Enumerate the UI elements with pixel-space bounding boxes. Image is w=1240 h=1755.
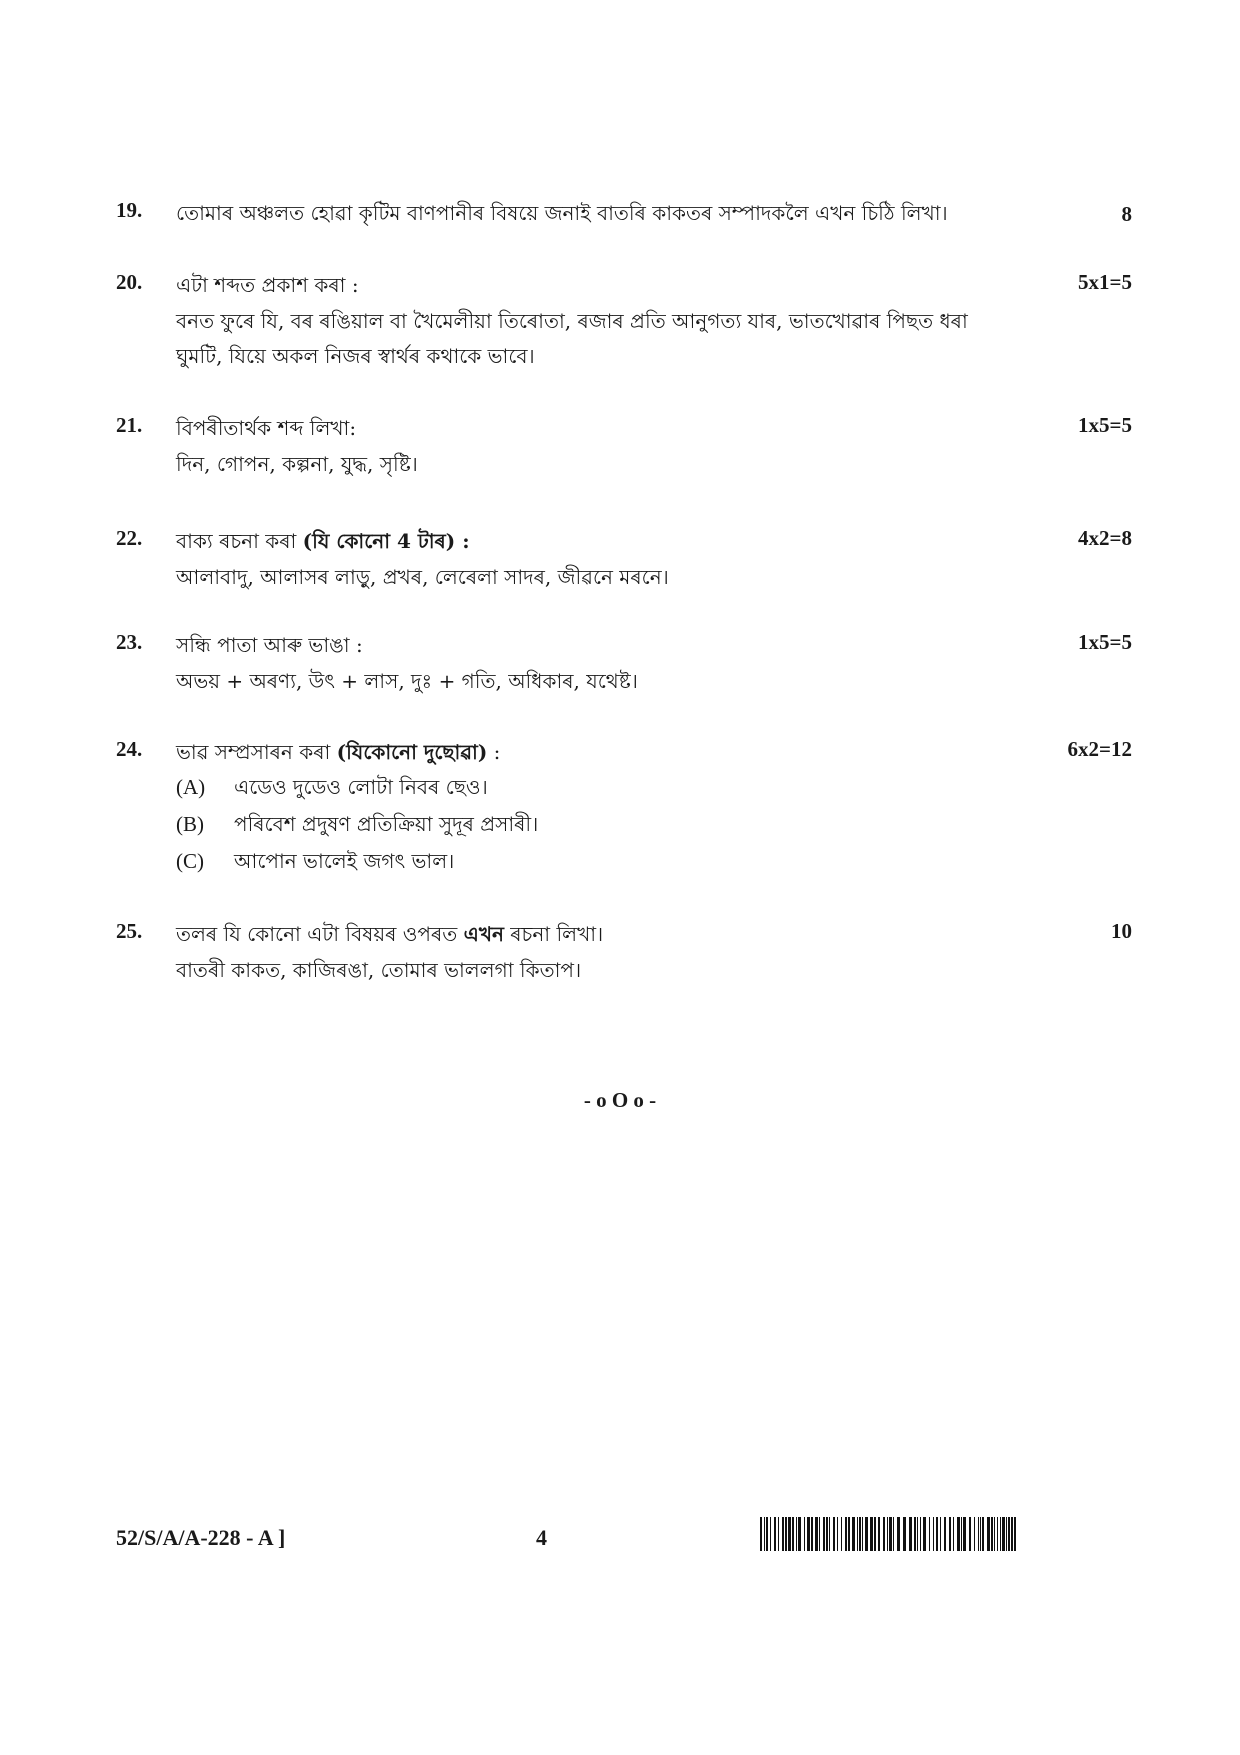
question-19 xyxy=(116,198,1132,228)
question-stem: বাক্য ৰচনা কৰা xyxy=(176,529,297,553)
question-number: 22. xyxy=(116,526,143,550)
option-label: (B) xyxy=(176,812,204,836)
question-marks: 1x5=5 xyxy=(1078,413,1132,437)
option-text: এডেও দুডেও লোটা নিবৰ ছেও। xyxy=(234,775,488,799)
option-text: আপোন ভালেই জগৎ ভাল। xyxy=(234,849,455,873)
question-23 xyxy=(116,630,1132,699)
question-body-line: আলাবাদু, আলাসৰ লাড়ু, প্ৰখৰ, লেৰেলা সাদৰ, জীৱনে মৰনে। xyxy=(176,565,669,589)
question-marks: 6x2=12 xyxy=(1067,737,1132,761)
question-stem-bold: (যি কোনো 4 টাৰ) : xyxy=(302,529,470,553)
end-of-paper-mark: - o O o - xyxy=(583,1088,657,1112)
question-21 xyxy=(116,413,1132,482)
question-stem: তোমাৰ অঞ্চলত হোৱা কৃটিম বাণপানীৰ বিষয়ে জনাই বাতৰি কাকতৰ সম্পাদকলৈ এখন চিঠি লিখা। xyxy=(176,201,948,225)
question-20 xyxy=(116,270,1132,374)
question-body-line: দিন, গোপন, কল্পনা, যুদ্ধ, সৃষ্টি। xyxy=(176,452,418,476)
question-number: 24. xyxy=(116,737,143,761)
barcode xyxy=(760,1517,1020,1551)
question-number: 25. xyxy=(116,919,143,943)
option-text: পৰিবেশ প্ৰদুষণ প্ৰতিক্ৰিয়া সুদূৰ প্ৰসাৰী। xyxy=(234,812,539,836)
question-stem: সন্ধি পাতা আৰু ভাঙা : xyxy=(176,633,363,657)
paper-code: 52/S/A/A-228 - A ] xyxy=(116,1525,286,1550)
question-body-line: বনত ফুৰে যি, বৰ ৰঙিয়াল বা খৈমেলীয়া তিৰোতা, ৰজাৰ প্ৰতি আনুগত্য যাৰ, ভাতখোৱাৰ পিছত ধৰা xyxy=(176,309,968,333)
question-stem-bold: (যিকোনো দুছোৱা) xyxy=(336,740,488,764)
option-label: (A) xyxy=(176,775,206,799)
question-number: 20. xyxy=(116,270,143,294)
option-c xyxy=(176,843,1132,880)
option-label: (C) xyxy=(176,849,204,873)
question-25 xyxy=(116,919,1132,988)
question-stem-after: : xyxy=(493,740,501,764)
question-marks: 10 xyxy=(1111,919,1132,943)
page-number: 4 xyxy=(536,1525,547,1550)
question-body-line: বাতৰী কাকত, কাজিৰঙা, তোমাৰ ভাললগা কিতাপ। xyxy=(176,958,582,982)
question-body-line: ঘুমটি, যিয়ে অকল নিজৰ স্বাৰ্থৰ কথাকে ভাবে। xyxy=(176,344,535,368)
question-marks: 1x5=5 xyxy=(1078,630,1132,654)
question-marks: 5x1=5 xyxy=(1078,270,1132,294)
question-number: 21. xyxy=(116,413,143,437)
question-number: 19. xyxy=(116,198,143,222)
question-stem: ভাৱ সম্প্ৰসাৰন কৰা xyxy=(176,740,331,764)
question-stem-bold: এখন xyxy=(463,922,504,946)
question-stem: এটা শব্দত প্ৰকাশ কৰা : xyxy=(176,273,359,297)
question-stem: বিপৰীতাৰ্থক শব্দ লিখা: xyxy=(176,416,357,440)
option-a xyxy=(176,769,1132,806)
question-22 xyxy=(116,526,1132,595)
question-number: 23. xyxy=(116,630,143,654)
question-stem: তলৰ যি কোনো এটা বিষয়ৰ ওপৰত xyxy=(176,922,458,946)
option-b xyxy=(176,806,1132,843)
question-stem-after: ৰচনা লিখা। xyxy=(510,922,604,946)
question-24 xyxy=(116,737,1132,880)
question-marks: 8 xyxy=(1121,202,1132,226)
question-body-line: অভয় + অৰণ্য, উৎ + লাস, দুঃ + গতি, অধিকাৰ, যথেষ্ট। xyxy=(176,669,638,693)
question-marks: 4x2=8 xyxy=(1078,526,1132,550)
